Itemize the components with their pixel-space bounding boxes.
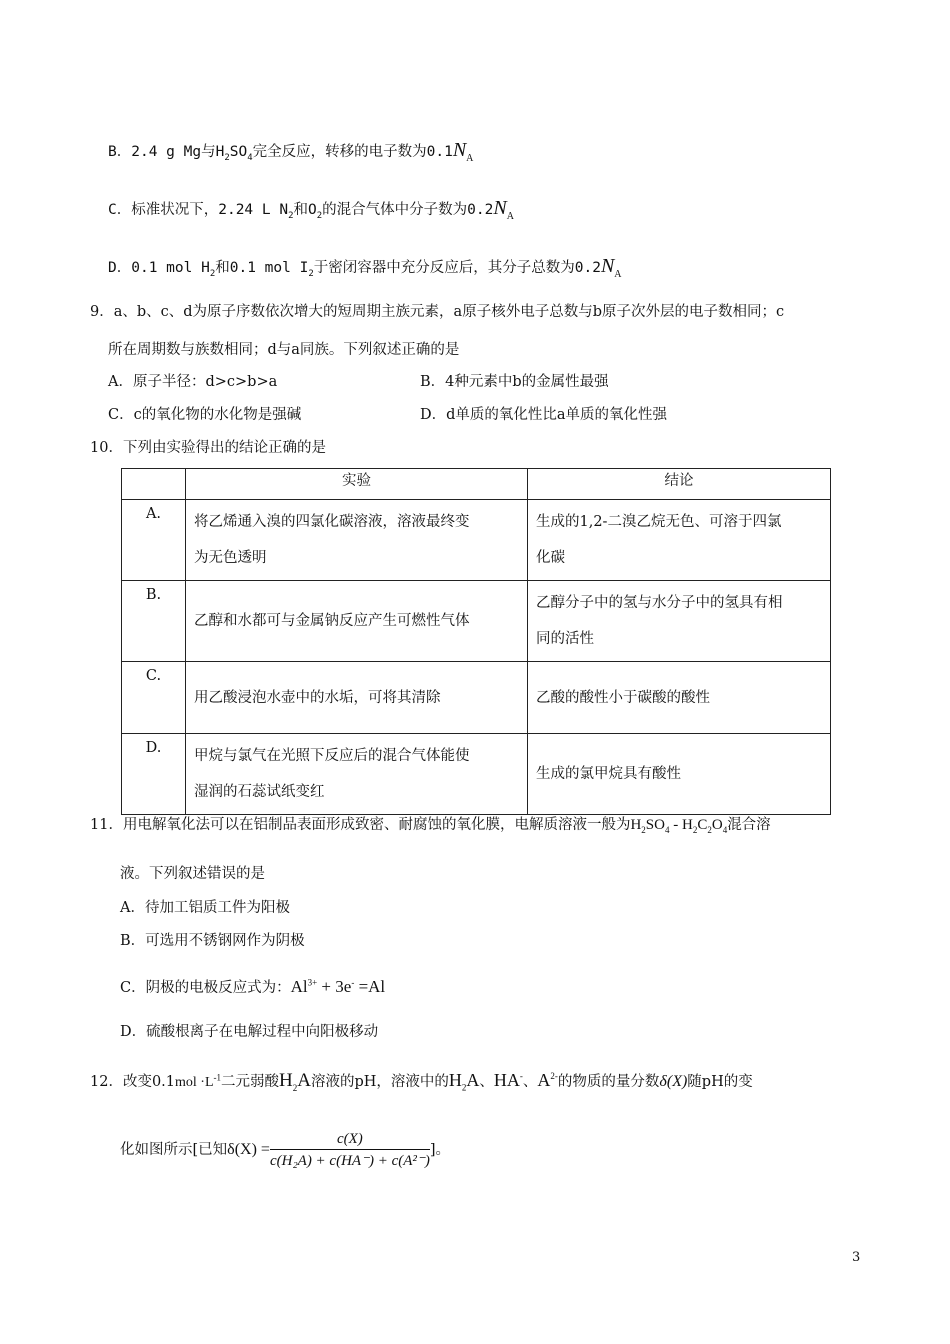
conclusion-cell: 乙醇分子中的氢与水分子中的氢具有相 同的活性: [528, 581, 831, 662]
q8-option-d: D．0.1 mol $H_2$和0.1 mol $I_2$于密闭容器中充分反应后，其分子总数为$0.2N_A$: [108, 255, 622, 280]
delta-definition: δ(X) =: [227, 1141, 270, 1158]
table-header-blank: [122, 469, 186, 500]
row-label: C.: [122, 662, 186, 734]
q10-stem: 10．下列由实验得出的结论正确的是: [90, 440, 326, 456]
page-number: 3: [852, 1250, 861, 1265]
experiment-cell: 用乙酸浸泡水壶中的水垢，可将其清除: [186, 662, 528, 734]
mole-fraction-formula: [270, 1130, 430, 1170]
q8-option-c: C．标准状况下，2.24 L $N_2$和$O_2$的混合气体中分子数为$0.2N_A$: [108, 197, 514, 222]
conclusion-cell: 乙酸的酸性小于碳酸的酸性: [528, 662, 831, 734]
q10-experiment-table: [121, 468, 831, 815]
table-row: [122, 662, 831, 734]
species-ha: HA-: [493, 1070, 523, 1090]
experiment-cell: 乙醇和水都可与金属钠反应产生可燃性气体: [186, 581, 528, 662]
q11-option-c: C．阴极的电极反应式为：$Al^{3+} + 3e^- =Al$: [120, 977, 386, 996]
delta-symbol: δ(X): [659, 1073, 688, 1090]
table-header-experiment: 实验: [186, 469, 528, 500]
table-row: [122, 581, 831, 662]
table-row: [122, 734, 831, 815]
q12-stem-line-1: 12．改变$0.1mol \cdot L^{-1}$二元弱酸$H_2A$溶液的pH，溶液中的$H_2A$、HA-、$A^{2-}$的物质的量分数δ(X)随pH的变: [90, 1070, 753, 1093]
table-row: [122, 500, 831, 581]
q9-stem-line-1: 9．a、b、c、d为原子序数依次增大的短周期主族元素，a原子核外电子总数与b原子次外层的电子数相同；c: [90, 304, 785, 320]
avogadro-symbol: $N_A$: [452, 139, 474, 164]
q11-option-a: A．待加工铝质工件为阳极: [120, 900, 290, 916]
q11-option-b: B．可选用不锈钢网作为阴极: [120, 933, 305, 949]
q11-stem-line-1: 11．用电解氧化法可以在铝制品表面形成致密、耐腐蚀的氧化膜，电解质溶液一般为$H_2SO_4 - H_2C_2O_4$混合溶: [90, 817, 771, 835]
concentration-unit: mol $\cdot L^{-1}$: [175, 1072, 222, 1090]
electrolyte-formula: $H_2SO_4 - H_2C_2O_4$: [630, 817, 728, 835]
avogadro-symbol: $N_A$: [493, 197, 514, 222]
acid-formula: $H_2A$: [279, 1070, 311, 1093]
q11-option-d: D．硫酸根离子在电解过程中向阳极移动: [120, 1024, 379, 1040]
species-a: $A^{2-}$: [537, 1070, 558, 1090]
q9-option-d: D．d单质的氧化性比a单质的氧化性强: [420, 407, 668, 423]
species-h2a: $H_2A$: [448, 1070, 480, 1093]
row-label: B.: [122, 581, 186, 662]
q12-stem-line-2: 化如图所示[已知δ(X) = $\frac{c(X)}{\text{c(H₂A) + c(HA⁻) + c(A²⁻)}}$ ]。: [120, 1131, 451, 1169]
q11-stem-line-2: 液。下列叙述错误的是: [120, 866, 265, 882]
q9-option-a: A．原子半径：d>c>b>a: [108, 374, 278, 390]
q9-option-c: C．c的氧化物的水化物是强碱: [108, 407, 302, 423]
table-header-row: [122, 469, 831, 500]
fraction-numerator: c(X): [270, 1130, 430, 1150]
q8-option-b: B．2.4 g Mg与$H_2SO_4$完全反应，转移的电子数为$0.1N_A$: [108, 139, 474, 164]
q9-option-b: B．4种元素中b的金属性最强: [420, 374, 609, 390]
q9-stem-line-2: 所在周期数与族数相同；d与a同族。下列叙述正确的是: [108, 342, 460, 358]
fraction-denominator: c(H₂A) + c(HA⁻) + c(A²⁻): [269, 1153, 430, 1169]
experiment-cell: 将乙烯通入溴的四氯化碳溶液，溶液最终变 为无色透明: [186, 500, 528, 581]
row-label: A.: [122, 500, 186, 581]
conclusion-cell: 生成的氯甲烷具有酸性: [528, 734, 831, 815]
cathode-equation: $Al^{3+} + 3e^- =Al$: [290, 977, 386, 996]
avogadro-symbol: $N_A$: [600, 255, 622, 280]
row-label: D.: [122, 734, 186, 815]
conclusion-cell: 生成的1,2-二溴乙烷无色、可溶于四氯 化碳: [528, 500, 831, 581]
table-header-conclusion: 结论: [528, 469, 831, 500]
experiment-cell: 甲烷与氯气在光照下反应后的混合气体能使 湿润的石蕊试纸变红: [186, 734, 528, 815]
